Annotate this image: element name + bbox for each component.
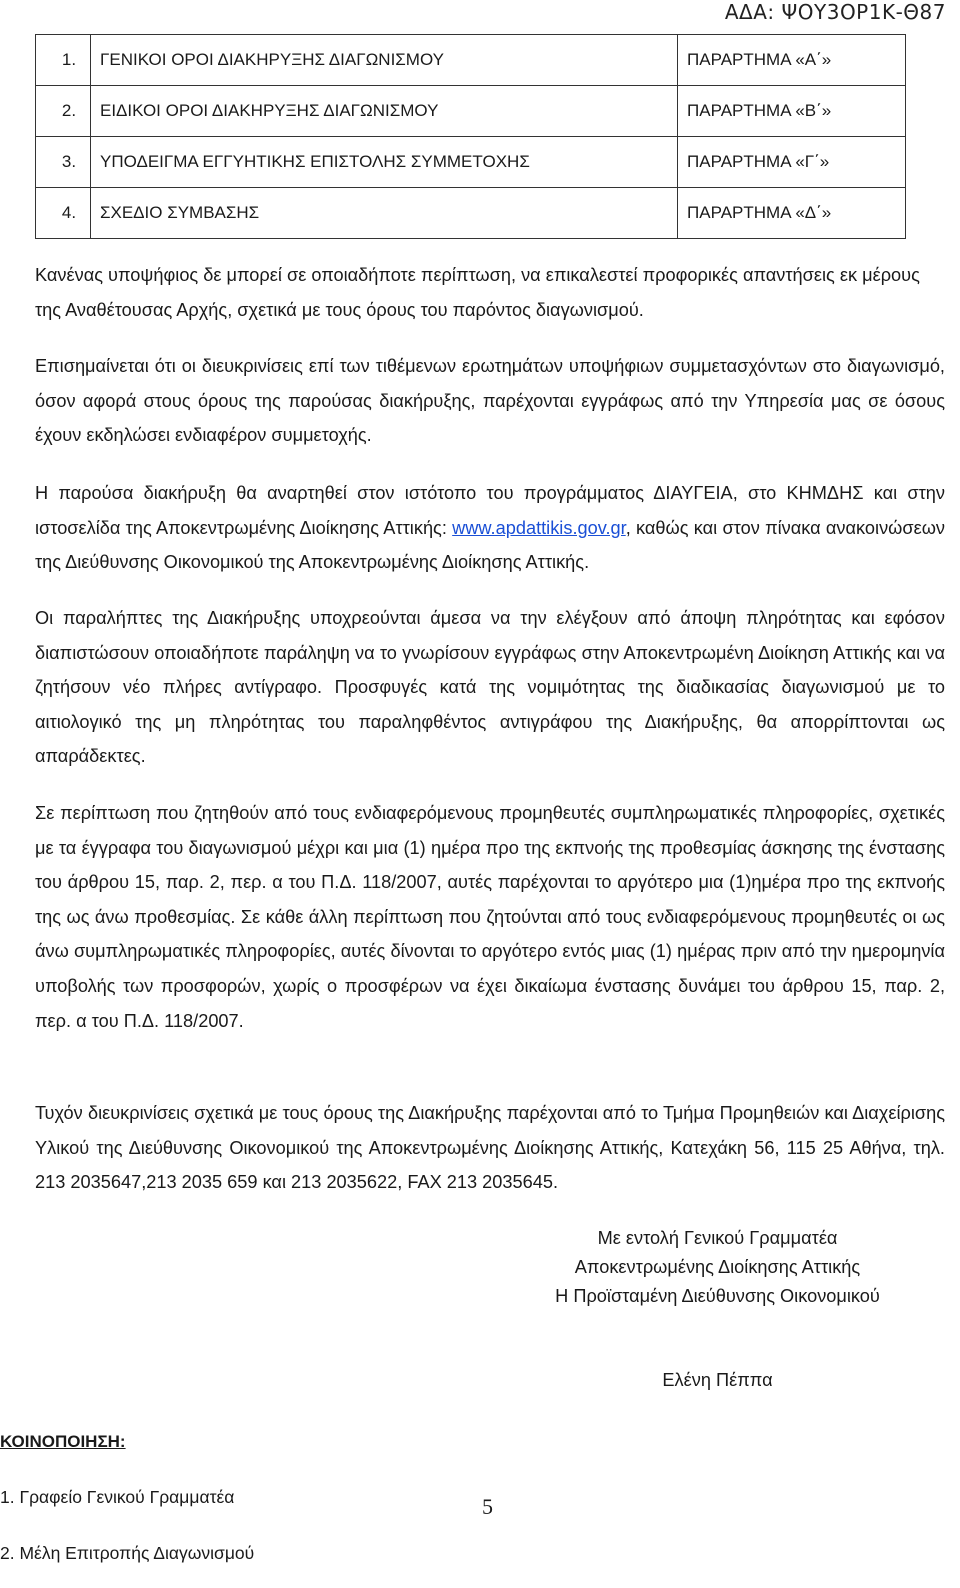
paragraph-clarifications: Επισημαίνεται ότι οι διευκρινίσεις επί των τιθέμενων ερωτημάτων υποψήφιων συμμετασχόντων στο διαγωνισμό, όσον αφορά στους όρους της παρούσας διακήρυξης, παρέχονται εγγράφως από την Υπηρεσία μας σε όσους έχουν εκδηλώσει ενδιαφέρον συμμετοχής.: [35, 356, 945, 446]
paragraph-oral-answers: Κανένας υποψήφιος δε μπορεί σε οποιαδήποτε περίπτωση, να επικαλεστεί προφορικές απαντήσεις εκ μέρους της Αναθέτουσας Αρχής, σχετικά με τους όρους του παρόντος διαγωνισμού.: [35, 265, 920, 320]
row-number: 1.: [61, 50, 77, 69]
row-title: ΥΠΟΔΕΙΓΜΑ ΕΓΓΥΗΤΙΚΗΣ ΕΠΙΣΤΟΛΗΣ ΣΥΜΜΕΤΟΧΗΣ: [91, 137, 678, 188]
signature-line-1: Με εντολή Γενικού Γραμματέα: [597, 1228, 838, 1248]
cc-title: ΚΟΙΝΟΠΟΙΗΣΗ:: [0, 1432, 126, 1451]
row-number: 4.: [61, 203, 77, 222]
publication-text-start: Η παρούσα διακήρυξη θα αναρτηθεί στον ιστότοπο του προγράμματος ΔΙΑΥΓΕΙΑ, στο ΚΗΜΔΗΣ και στην ιστοσελίδα της Αποκεντρωμένης Διοίκησης Αττικής:: [35, 483, 945, 538]
row-number: 3.: [61, 152, 77, 171]
cc-item: 1. Γραφείο Γενικού Γραμματέα: [0, 1487, 235, 1507]
table-row: [36, 86, 906, 137]
signatory-name: Ελένη Πέππα: [662, 1370, 773, 1390]
table-row: [36, 137, 906, 188]
paragraph-recipients: Οι παραλήπτες της Διακήρυξης υποχρεούνται άμεσα να την ελέγξουν από άποψη πληρότητας και εφόσον διαπιστώσουν οποιαδήποτε παράληψη να το γνωρίσουν εγγράφως στην Αποκεντρωμένη Διοίκηση Αττικής και να ζητήσουν νέο πλήρες αντίγραφο. Προσφυγές κατά της νομιμότητας της διαδικασίας διαγωνισμού με το αιτιολογικό της μη πληρότητας του παραληφθέντος αντιγράφου της Διακήρυξης, θα απορρίπτονται ως απαράδεκτες.: [35, 608, 945, 767]
paragraph-contact: Τυχόν διευκρινίσεις σχετικά με τους όρους της Διακήρυξης παρέχονται από το Τμήμα Προμηθειών και Διαχείρισης Υλικού της Διεύθυνσης Οικονομικού της Αποκεντρωμένης Διοίκησης Αττικής, Κατεχάκη 56, 115 25 Αθήνα, τηλ. 213 2035647,213 2035 659 και 213 2035622, FAX 213 2035645.: [35, 1103, 945, 1193]
signature-line-3: Η Προϊσταμένη Διεύθυνσης Οικονομικού: [555, 1286, 880, 1306]
row-annex: ΠΑΡΑΡΤΗΜΑ «Γ΄»: [678, 137, 906, 188]
cc-item: 2. Μέλη Επιτροπής Διαγωνισμού: [0, 1543, 255, 1563]
page-number: 5: [482, 1494, 493, 1519]
website-link[interactable]: www.apdattikis.gov.gr: [452, 517, 626, 538]
row-annex: ΠΑΡΑΡΤΗΜΑ «Β΄»: [678, 86, 906, 137]
table-row: [36, 35, 906, 86]
paragraph-publication: [35, 476, 945, 580]
ada-code: ΑΔΑ: ΨΟΥ3ΟΡ1Κ-Θ87: [724, 0, 946, 24]
annex-table: [35, 34, 906, 239]
row-annex: ΠΑΡΑΡΤΗΜΑ «Δ΄»: [678, 188, 906, 239]
row-number: 2.: [61, 101, 77, 120]
row-annex: ΠΑΡΑΡΤΗΜΑ «Α΄»: [678, 35, 906, 86]
paragraph-supplementary-info: Σε περίπτωση που ζητηθούν από τους ενδιαφερόμενους προμηθευτές συμπληρωματικές πληροφορίες, σχετικές με τα έγγραφα του διαγωνισμού μέχρι και μια (1) ημέρα προ της εκπνοής της προθεσμίας άσκησης της ένστασης του άρθρου 15, παρ. 2, περ. α του Π.Δ. 118/2007, αυτές παρέχονται το αργότερο μια (1)ημέρα προ της εκπνοής της ως άνω προθεσμίας. Σε κάθε άλλη περίπτωση που ζητούνται από τους ενδιαφερόμενους προμηθευτές οι ως άνω συμπληρωματικές πληροφορίες, αυτές δίνονται το αργότερο εντός μιας (1) ημέρας πριν από την ημερομηνία υποβολής των προσφορών, χωρίς ο προσφέρων να έχει δικαίωμα ένστασης δυνάμει του άρθρου 15, παρ. 2, περ. α του Π.Δ. 118/2007.: [35, 803, 945, 1031]
signature-line-2: Αποκεντρωμένης Διοίκησης Αττικής: [574, 1257, 861, 1277]
row-title: ΣΧΕΔΙΟ ΣΥΜΒΑΣΗΣ: [91, 188, 678, 239]
row-title: ΕΙΔΙΚΟΙ ΟΡΟΙ ΔΙΑΚΗΡΥΞΗΣ ΔΙΑΓΩΝΙΣΜΟΥ: [91, 86, 678, 137]
table-row: [36, 188, 906, 239]
publication-text-end: , καθώς και στον πίνακα ανακοινώσεων της Διεύθυνσης Οικονομικού της Αποκεντρωμένης Διοίκησης Αττικής.: [35, 517, 945, 573]
row-title: ΓΕΝΙΚΟΙ ΟΡΟΙ ΔΙΑΚΗΡΥΞΗΣ ΔΙΑΓΩΝΙΣΜΟΥ: [91, 35, 678, 86]
